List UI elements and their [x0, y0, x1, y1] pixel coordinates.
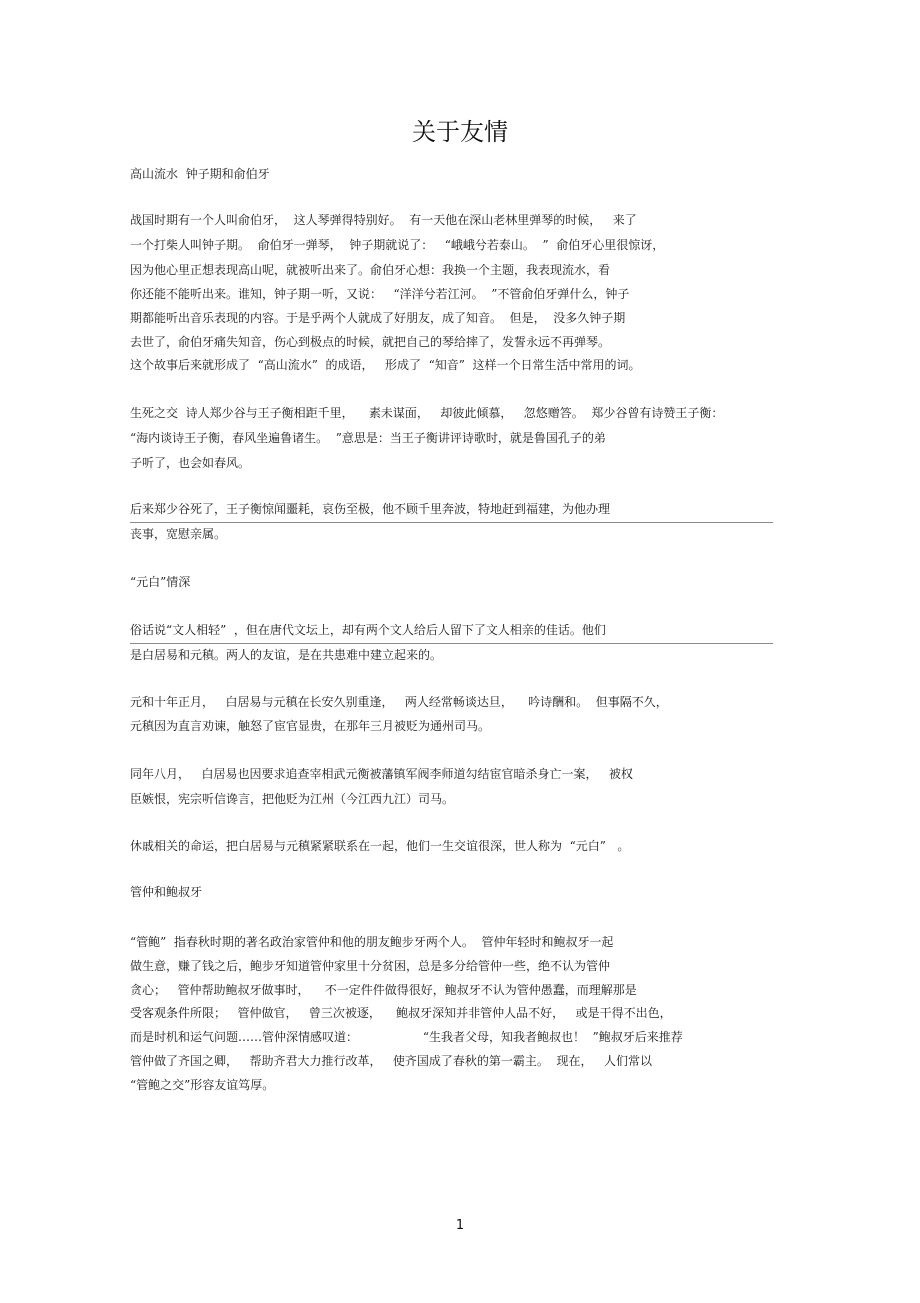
paragraph-line: “海内谈诗王子衡，春风坐遍鲁诸生。 ”意思是：当王子衡讲评诗歌时，就是鲁国孔子的弟 [130, 431, 606, 445]
paragraph-line: 你还能不能听出来。谁知，钟子期一听，又说： “洋洋兮若江河。 ”不管俞伯牙弹什么，钟子 [130, 287, 630, 301]
paragraph-line: 同年八月， 白居易也因要求追查宰相武元衡被藩镇军阀李师道勾结宦官暗杀身亡一案， 被权 [130, 767, 633, 781]
paragraph-line: 是白居易和元稹。两人的友谊，是在共患难中建立起来的。 [130, 648, 443, 662]
paragraph-line: 生死之交 诗人郑少谷与王子衡相距千里， 素未谋面， 却彼此倾慕， 忽悠赠答。 郑少谷曾有诗赞王子衡： [130, 406, 724, 420]
paragraph-line: 去世了，俞伯牙痛失知音，伤心到极点的时候，就把自己的琴给摔了，发誓永远不再弹琴。 [130, 335, 611, 349]
paragraph-line: 丧事，宽慰亲属。 [130, 527, 227, 541]
paragraph-line: 管仲做了齐国之卿， 帮助齐君大力推行改革， 使齐国成了春秋的第一霸主。 现在， 人们常以 [130, 1054, 652, 1068]
paragraph-line: 而是时机和运气问题……管仲深情感叹道： “生我者父母，知我者鲍叔也！ ”鲍叔牙后来推荐 [130, 1030, 683, 1044]
paragraph-line: 受客观条件所限； 管仲做官， 曾三次被逐， 鲍叔牙深知并非管仲人品不好， 或是干得不出色， [130, 1006, 672, 1020]
paragraph-line: 这个故事后来就形成了 “高山流水” 的成语， 形成了 “知音” 这样一个日常生活中常用的词。 [130, 358, 641, 372]
paragraph-line: 期都能听出音乐表现的内容。于是乎两个人就成了好朋友，成了知音。 但是， 没多久钟子期 [130, 311, 626, 325]
divider-line [130, 522, 773, 523]
paragraph-line: 俗话说“文人相轻” ，但在唐代文坛上，却有两个文人给后人留下了文人相亲的佳话。他们 [130, 623, 606, 637]
section-heading: 高山流水 钟子期和俞伯牙 [130, 167, 270, 181]
document-title: 关于友情 [412, 118, 508, 146]
paragraph-line: 元稹因为直言劝谏，触怒了宦官显贵，在那年三月被贬为通州司马。 [130, 719, 491, 733]
paragraph-line: 战国时期有一个人叫俞伯牙， 这人琴弹得特别好。 有一天他在深山老林里弹琴的时候， 来了 [130, 213, 637, 227]
paragraph-line: 后来郑少谷死了，王子衡惊闻噩耗，哀伤至极，他不顾千里奔波，特地赶到福建，为他办理 [130, 502, 611, 516]
paragraph-line: 元和十年正月， 白居易与元稹在长安久别重逢， 两人经常畅谈达旦， 吟诗酬和。 但事隔不久， [130, 695, 668, 709]
paragraph-line: 因为他心里正想表现高山呢，就被听出来了。俞伯牙心想：我换一个主题，我表现流水，看 [130, 263, 611, 277]
paragraph-line: 贪心； 管仲帮助鲍叔牙做事时， 不一定件件做得很好，鲍叔牙不认为管仲愚蠢，而理解那是 [130, 983, 637, 997]
paragraph-line: 臣嫉恨，宪宗听信谗言，把他贬为江州（今江西九江）司马。 [130, 792, 455, 806]
section-heading: 管仲和鲍叔牙 [130, 885, 203, 899]
divider-line [130, 643, 773, 644]
paragraph-line: “管鲍之交”形容友谊笃厚。 [130, 1078, 275, 1092]
paragraph-line: “管鲍” 指春秋时期的著名政治家管仲和他的朋友鲍步牙两个人。 管仲年轻时和鲍叔牙一起 [130, 935, 614, 949]
paragraph-line: 休戚相关的命运，把白居易与元稹紧紧联系在一起，他们一生交谊很深，世人称为 “元白” 。 [130, 839, 630, 853]
section-heading: “元白”情深 [130, 575, 191, 589]
paragraph-line: 一个打柴人叫钟子期。 俞伯牙一弹琴， 钟子期就说了： “峨峨兮若泰山。 ” 俞伯牙心里很惊讶， [130, 238, 665, 252]
paragraph-line: 子听了，也会如春风。 [130, 456, 251, 470]
paragraph-line: 做生意，赚了钱之后，鲍步牙知道管仲家里十分贫困，总是多分给管仲一些，绝不认为管仲 [130, 959, 611, 973]
page-number: 1 [455, 1218, 465, 1233]
